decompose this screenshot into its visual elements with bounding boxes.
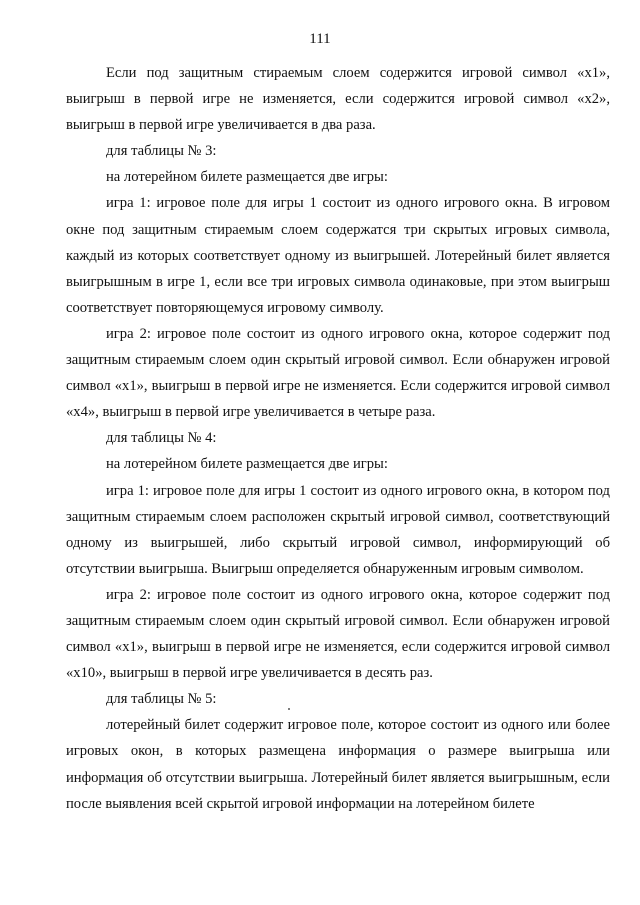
paragraph-ticket-description: лотерейный билет содержит игровое поле, которое состоит из одного или более игровых окон, в которых размещена информация о размере выигрыша или информация об отсутствии выигрыша. Лотерейный билет является выигрышным, если после выявления всей скрытой игровой информации на лотерейном билете [66, 717, 610, 812]
paragraph-game-2: игра 2: игровое поле состоит из одного игрового окна, которое содержит под защитным стираемым слоем один скрытый игровой символ. Если обнаружен игровой символ «x1», выигрыш в первой игре не изменяется, если содержится игровой символ «x10», выигрыш в первой игре увеличивается в десять раз. [66, 586, 610, 682]
document-body [66, 60, 610, 817]
paragraph-table-5-heading: для таблицы № 5: [106, 691, 217, 708]
paragraph-table-4-heading: для таблицы № 4: [106, 430, 217, 447]
paragraph-game-1: игра 1: игровое поле для игры 1 состоит из одного игрового окна, в котором под защитным стираемым слоем расположен скрытый игровой символ, соответствующий одному из выигрышей, либо скрытый игровой символ, информирующий об отсутствии выигрыша. Выигрыш определяется обнаруженным игровым символом. [66, 482, 610, 577]
scan-speck [288, 708, 290, 710]
page-number: 111 [309, 31, 331, 47]
paragraph-two-games: на лотерейном билете размещается две игры: [106, 456, 388, 473]
paragraph: Если под защитным стираемым слоем содержится игровой символ «x1», выигрыш в первой игре не изменяется, если содержится игровой символ «x2», выигрыш в первой игре увеличивается в два раза. [66, 65, 610, 134]
paragraph-game-2: игра 2: игровое поле состоит из одного игрового окна, которое содержит под защитным стираемым слоем один скрытый игровой символ. Если обнаружен игровой символ «x1», выигрыш в первой игре не изменяется. Если содержится игровой символ «x4», выигрыш в первой игре увеличивается в четыре раза. [66, 325, 610, 421]
paragraph-game-1: игра 1: игровое поле для игры 1 состоит из одного игрового окна. В игровом окне под защитным стираемым слоем содержатся три скрытых игровых символа, каждый из которых соответствует одному из выигрышей. Лотерейный билет является выигрышным в игре 1, если все три игровых символа одинаковые, при этом выигрыш соответствует повторяющемуся игровому символу. [66, 195, 610, 316]
paragraph-two-games: на лотерейном билете размещается две игры: [106, 169, 388, 186]
paragraph-table-3-heading: для таблицы № 3: [106, 143, 217, 160]
